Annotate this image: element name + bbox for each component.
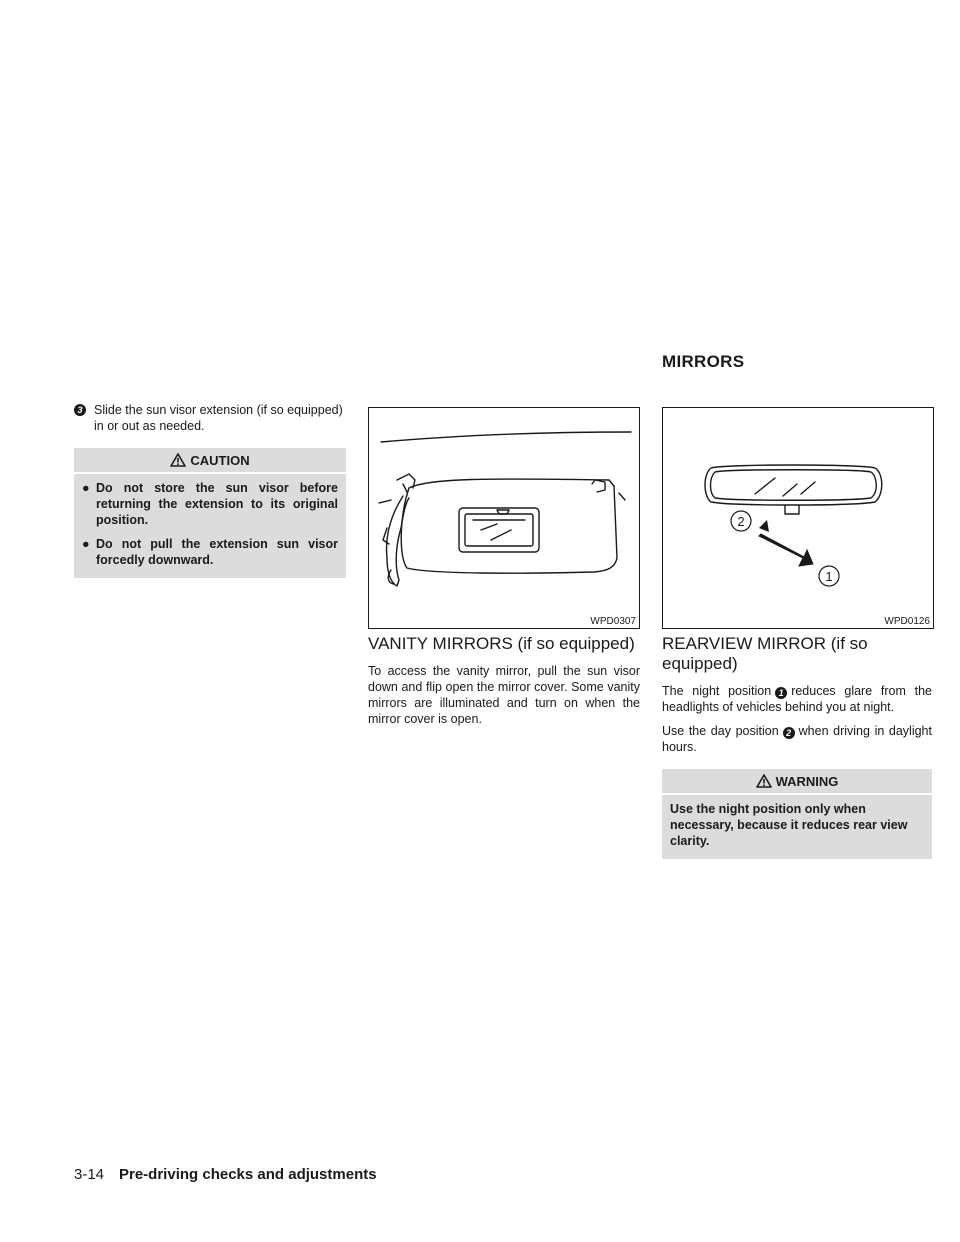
rearview-section [662,634,932,859]
rearview-p2: Use the day position 2 when driving in daylight hours. [662,724,932,754]
vanity-text: To access the vanity mirror, pull the sun visor down and flip open the mirror cover. Some vanity mirrors are illuminated and turn on when the mirror cover is open. [368,664,640,726]
step-number-badge: 3 [74,404,86,416]
rearview-mirror-illustration [663,408,933,628]
caution-header [74,448,346,474]
caution-body [74,474,346,578]
warning-title: WARNING [775,773,839,789]
sun-visor-column [74,402,346,578]
rearview-p1: The night position 1 reduces glare from the headlights of vehicles behind you at night. [662,684,932,714]
section-title: MIRRORS [662,352,745,371]
night-position-badge: 1 [775,687,787,699]
vanity-section [368,634,640,727]
page-number: 3-14 [74,1166,105,1183]
warning-body: Use the night position only when necessary, because it reduces rear view clarity. [670,802,908,848]
day-position-badge: 2 [783,727,795,739]
rearview-heading: REARVIEW MIRROR (if so equipped) [662,634,868,673]
vanity-mirror-figure [368,407,640,629]
callout-1: 1 [825,569,833,584]
caution-box [74,448,346,578]
vanity-heading: VANITY MIRRORS (if so equipped) [368,634,635,653]
figure-label: WPD0126 [884,616,930,627]
chapter-title: Pre-driving checks and adjustments [119,1166,377,1183]
rearview-mirror-figure [662,407,934,629]
caution-item: ● Do not pull the extension sun visor forcedly downward. [82,537,338,567]
caution-item: ● Do not store the sun visor before returning the extension to its original position. [82,481,338,527]
caution-title: CAUTION [190,452,250,468]
warning-header [662,769,932,795]
step-3 [74,402,346,434]
warning-box [662,769,932,859]
warning-triangle-icon [756,774,772,788]
figure-label: WPD0307 [590,616,636,627]
sun-visor-illustration [369,408,639,628]
step-text: Slide the sun visor extension (if so equipped) in or out as needed. [94,403,343,433]
callout-2: 2 [737,514,745,529]
warning-triangle-icon [170,453,186,467]
